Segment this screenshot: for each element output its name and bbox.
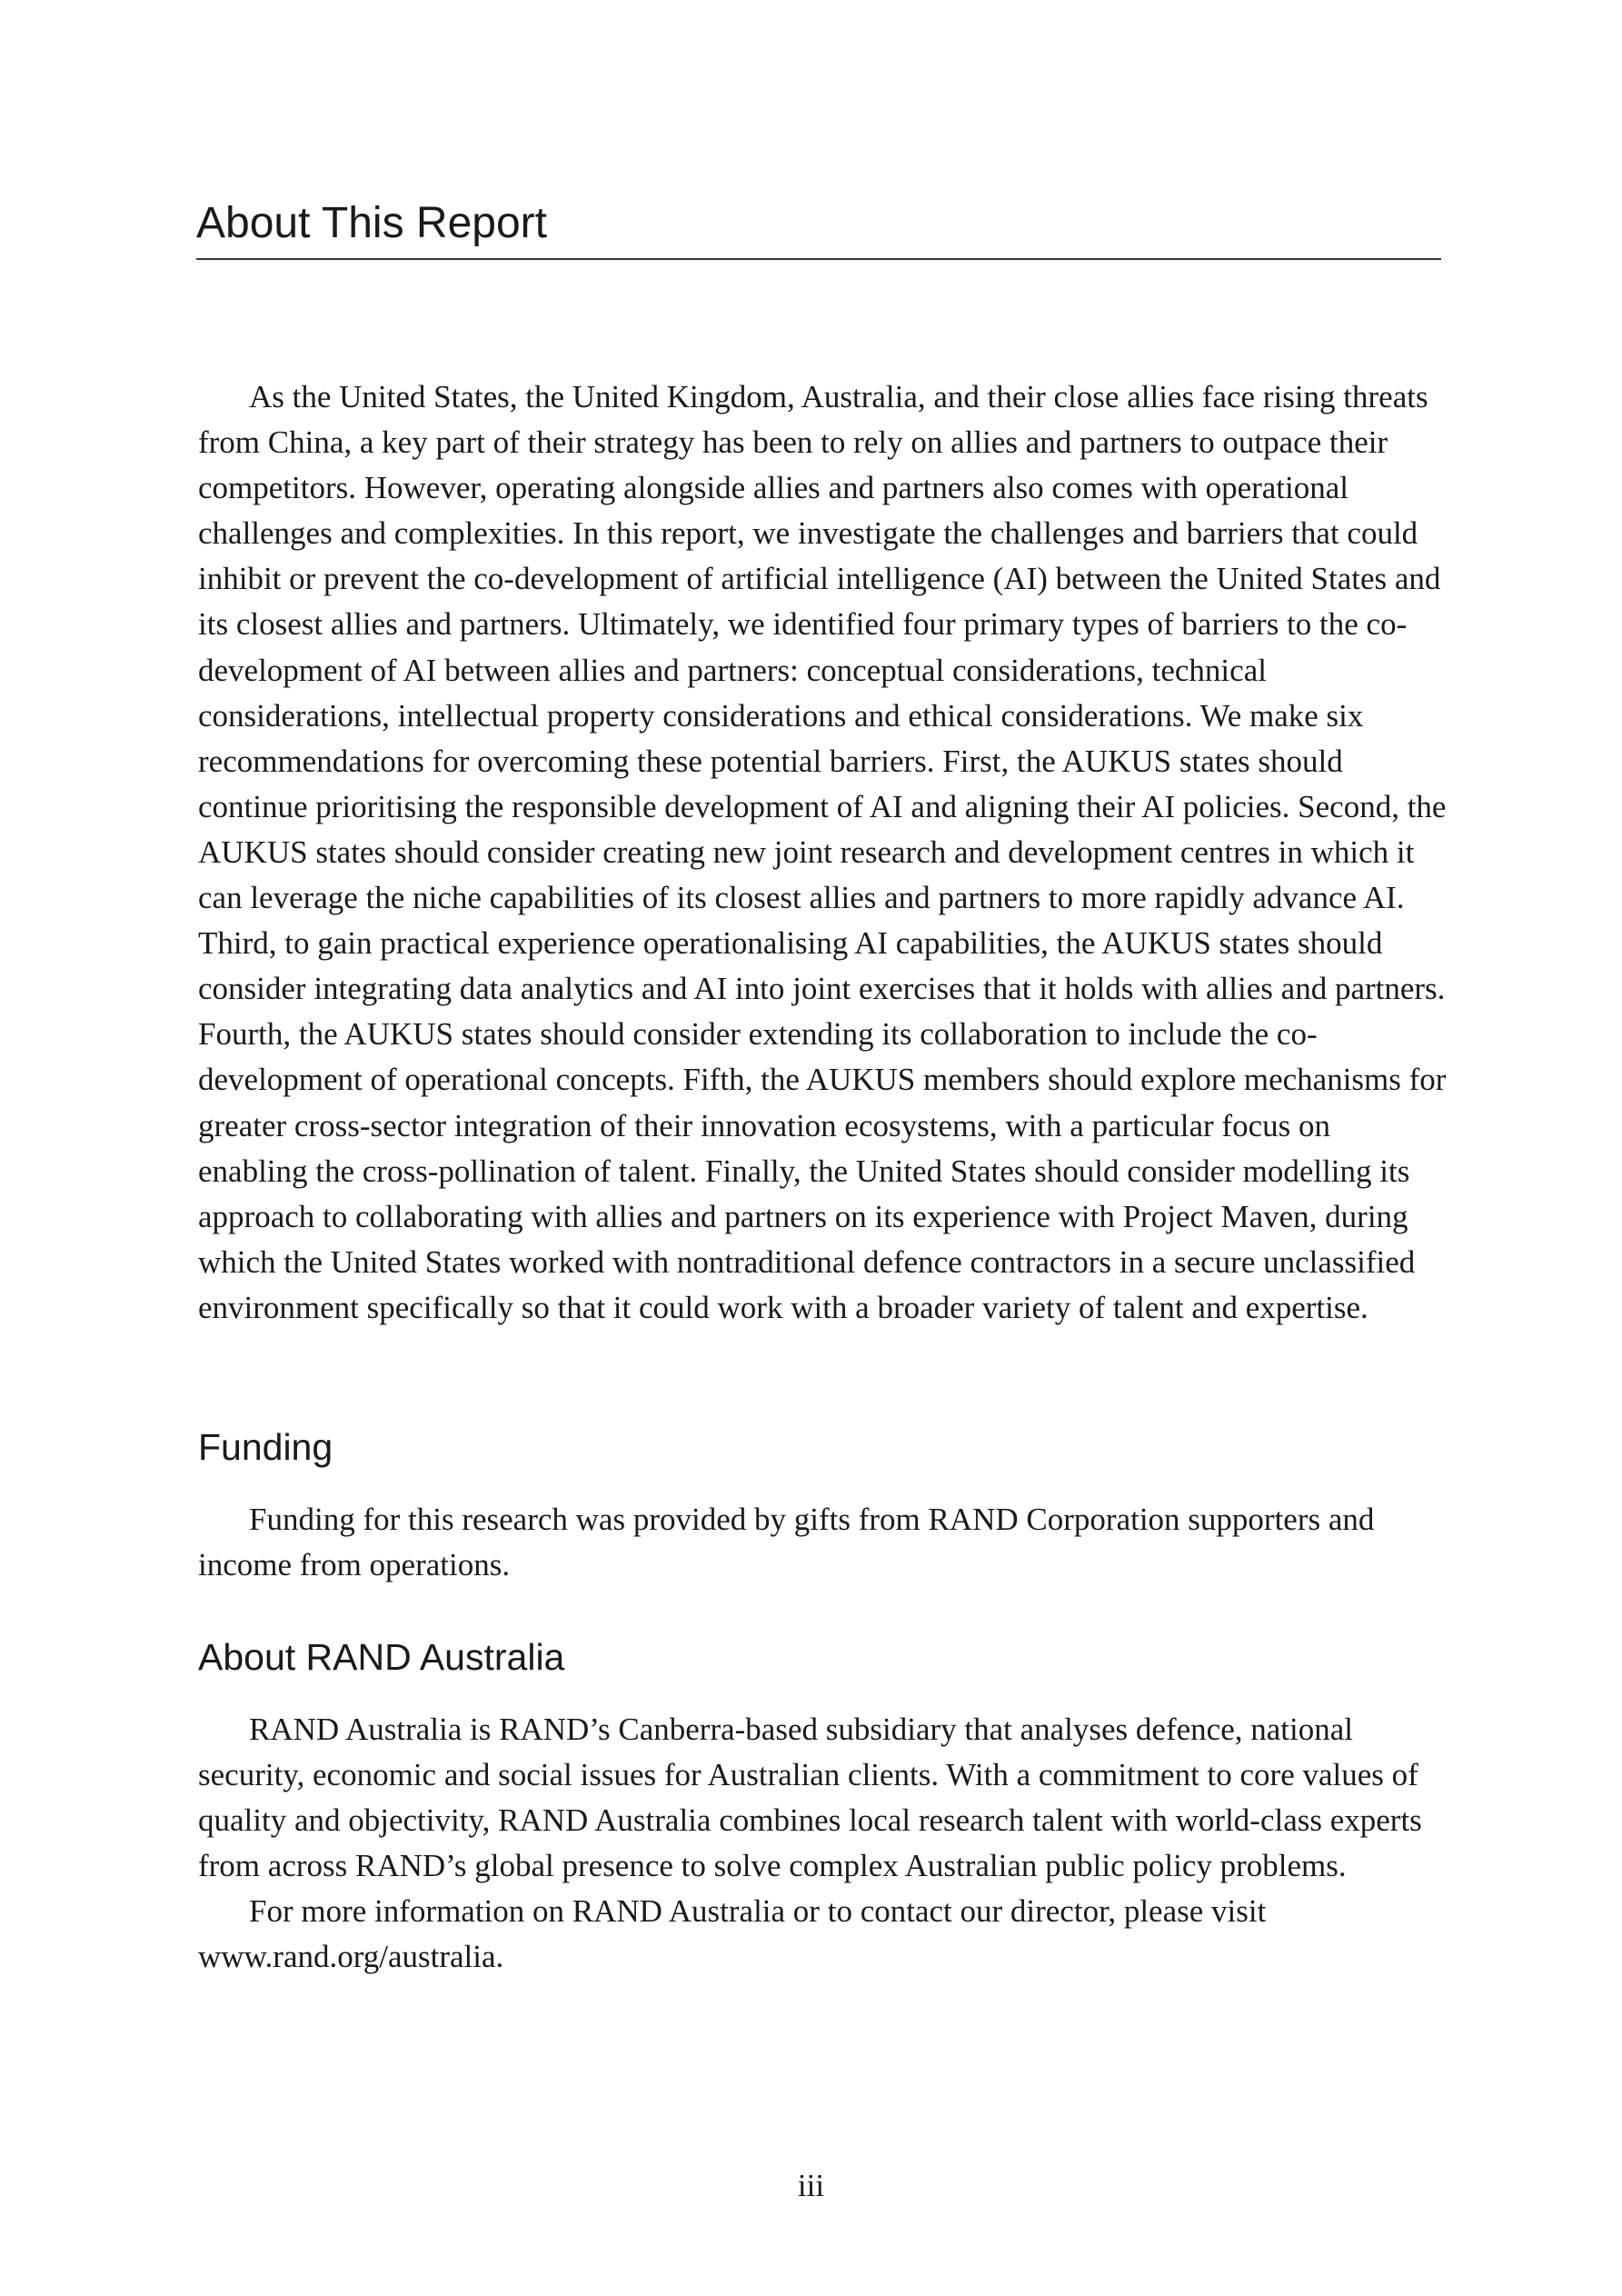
report-summary-paragraph: As the United States, the United Kingdom, Australia, and their close allies face rising threats from China, a key part of their strategy has been to rely on allies and partners to outpace their competitors. However, operating alongside allies and partners also comes with operational challenges and complexities. In this report, we investigate the challenges and barriers that could inhibit or prevent the co-development of artificial intelligence (AI) between the United States and its closest allies and partners. Ultimately, we identified four primary types of barriers to the co-development of AI between allies and partners: conceptual considerations, technical considerations, intellectual property considerations and ethical considerations. We make six recommendations for overcoming these potential barriers. First, the AUKUS states should continue prioritising the responsible development of AI and aligning their AI policies. Second, the AUKUS states should consider creating new joint research and development centres in which it can leverage the niche capabilities of its closest allies and partners to more rapidly advance AI. Third, to gain practical experience operationalising AI capabilities, the AUKUS states should consider integrating data analytics and AI into joint exercises that it holds with allies and partners. Fourth, the AUKUS states should consider extending its collaboration to include the co-development of operational concepts. Fifth, the AUKUS members should explore mechanisms for greater cross-sector integration of their innovation ecosystems, with a particular focus on enabling the cross-pollination of talent. Finally, the United States should consider modelling its approach to collaborating with allies and partners on its experience with Project Maven, during which the United States worked with nontraditional defence contractors in a secure unclassified environment specifically so that it could work with a broader variety of talent and expertise. (198, 379, 1447, 1325)
page-title: About This Report (196, 193, 1441, 260)
rand-australia-heading: About RAND Australia (198, 1636, 565, 1678)
page-number: iii (797, 2168, 825, 2203)
rand-australia-contact-paragraph: For more information on RAND Australia or to contact our director, please visit www.rand.org/australia. (198, 1893, 1267, 1975)
rand-australia-section (198, 1707, 1447, 1981)
funding-heading: Funding (198, 1426, 333, 1468)
rand-australia-description-paragraph: RAND Australia is RAND’s Canberra-based subsidiary that analyses defence, national security, economic and social issues for Australian clients. With a commitment to core values of quality and objectivity, RAND Australia combines local research talent with world-class experts from across RAND’s global presence to solve complex Australian public policy problems. (198, 1712, 1422, 1884)
funding-paragraph: Funding for this research was provided by gifts from RAND Corporation supporters and income from operations. (198, 1502, 1375, 1583)
